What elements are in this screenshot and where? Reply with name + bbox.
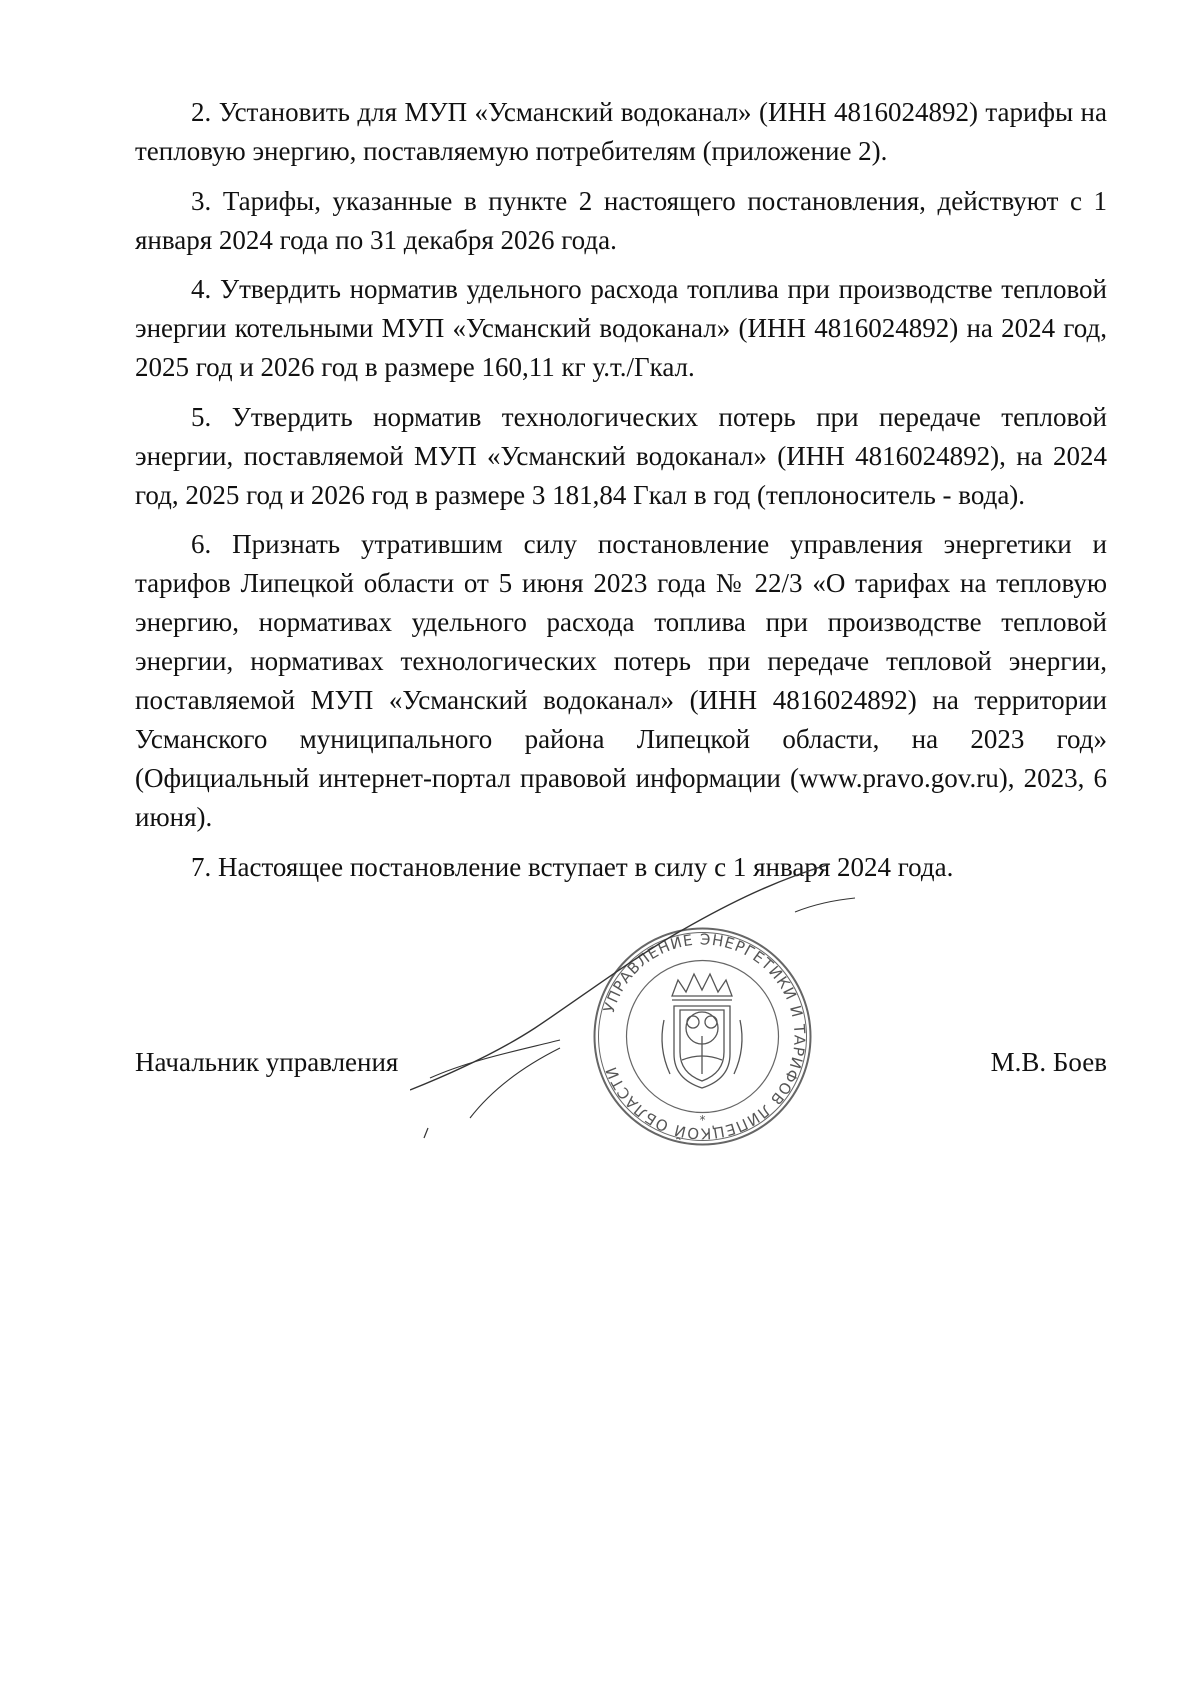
official-seal bbox=[590, 924, 815, 1149]
paragraph-4: 4. Утвердить норматив удельного расхода топлива при производстве тепловой энергии котельными МУП «Усманский водоканал» (ИНН 4816024892) на 2024 год, 2025 год и 2026 год в размере 160,11 кг у.т./Гкал. bbox=[135, 274, 1107, 382]
paragraph-6: 6. Признать утратившим силу постановление управления энергетики и тарифов Липецкой области от 5 июня 2023 года № 22/3 «О тарифах на тепловую энергию, нормативах удельного расхода топлива при производстве тепловой энергии, нормативах технологических потерь при передаче тепловой энергии, поставляемой МУП «Усманский водоканал» (ИНН 4816024892) на территории Усманского муниципального района Липецкой области, на 2023 год» (Официальный интернет-портал правовой информации (www.pravo.gov.ru), 2023, 6 июня). bbox=[135, 529, 1107, 832]
signature-block bbox=[135, 1042, 1107, 1082]
signatory-title: Начальник управления bbox=[135, 1047, 399, 1077]
svg-text:УПРАВЛЕНИЕ ЭНЕРГЕТИКИ И ТАРИФО: УПРАВЛЕНИЕ ЭНЕРГЕТИКИ И ТАРИФОВ ЛИПЕЦКОЙ ОБЛАСТИ bbox=[599, 930, 809, 1143]
paragraph-7: 7. Настоящее постановление вступает в силу с 1 января 2024 года. bbox=[191, 851, 954, 882]
paragraph-2: 2. Установить для МУП «Усманский водоканал» (ИНН 4816024892) тарифы на тепловую энергию, поставляемую потребителям (приложение 2). bbox=[135, 97, 1107, 166]
svg-text:*: * bbox=[699, 1113, 706, 1127]
document-body bbox=[135, 93, 1107, 897]
paragraph-3: 3. Тарифы, указанные в пункте 2 настоящего постановления, действуют с 1 января 2024 года по 31 декабря 2026 года. bbox=[135, 185, 1107, 255]
paragraph-5: 5. Утвердить норматив технологических потерь при передаче тепловой энергии, поставляемой МУП «Усманский водоканал» (ИНН 4816024892), на 2024 год, 2025 год и 2026 год в размере 3 181,84 Гкал в год (теплоноситель - вода). bbox=[135, 401, 1107, 510]
signatory-name: М.В. Боев bbox=[990, 1047, 1107, 1077]
